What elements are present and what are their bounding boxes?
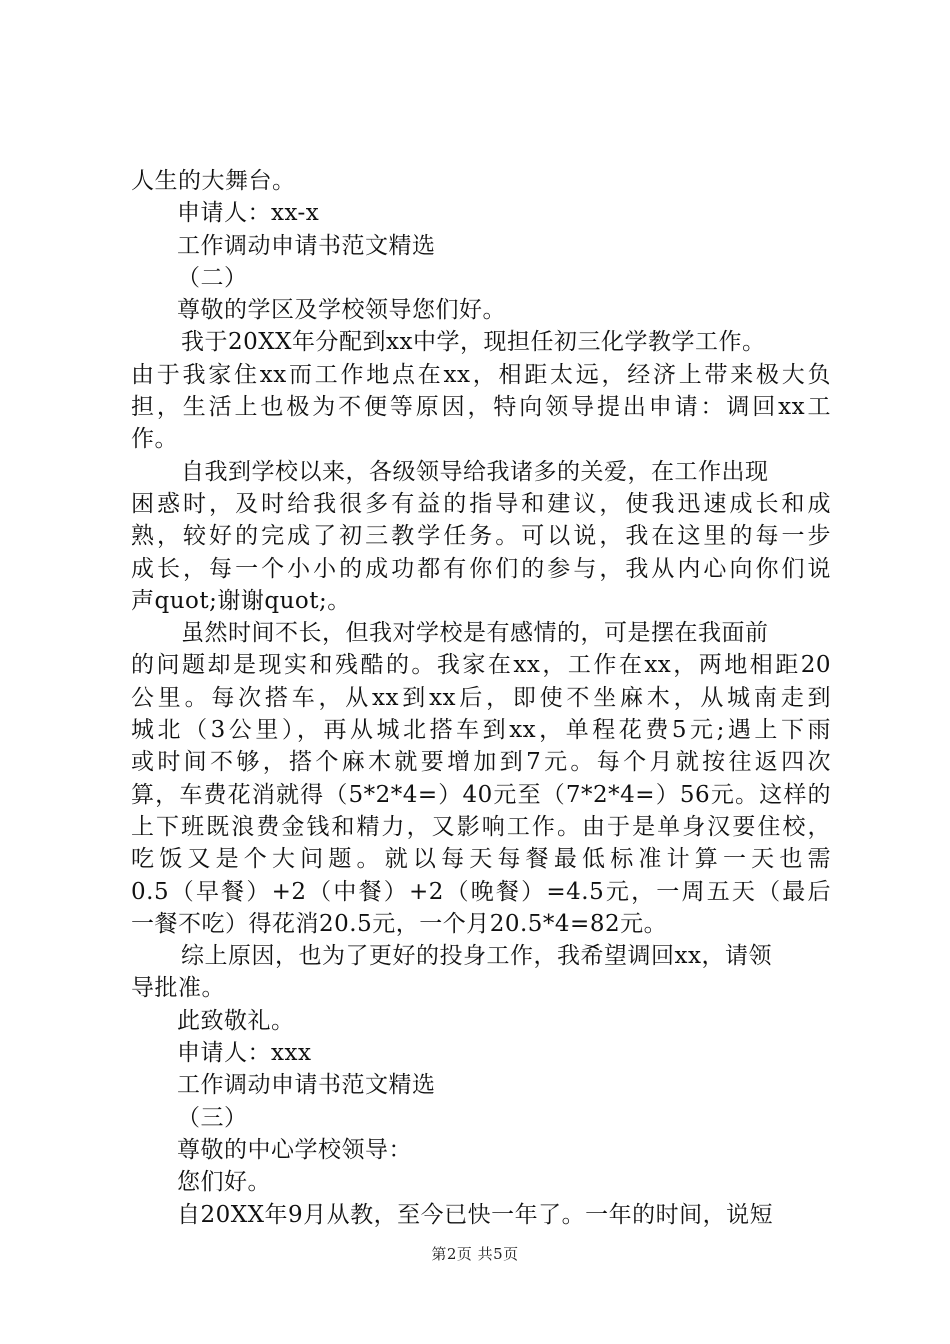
paragraph-line: 我于20XX年分配到xx中学，现担任初三化学教学工作。 [181,329,766,356]
paragraph-line: 算，车费花消就得（5*2*4=）40元至（7*2*4=）56元。这样的 [131,781,831,808]
paragraph-line: 城北（3公里），再从城北搭车到xx，单程花费5元;遇上下雨 [131,717,831,744]
signature-line: 申请人：xx-x [177,200,320,227]
paragraph-line: 的问题却是现实和残酷的。我家在xx，工作在xx，两地相距20 [131,652,831,679]
paragraph-line: 0.5（早餐）+2（中餐）+2（晚餐）=4.5元，一周五天（最后 [131,878,831,905]
salutation: 尊敬的中心学校领导： [177,1136,412,1163]
section-number: （三） [177,1104,248,1131]
section-title: 工作调动申请书范文精选 [177,1072,436,1099]
paragraph-line: 由于我家住xx而工作地点在xx，相距太远，经济上带来极大负 [131,361,831,388]
paragraph-line: 自我到学校以来，各级领导给我诸多的关爱，在工作出现 [181,458,769,485]
paragraph-line: 声quot;谢谢quot;。 [131,587,351,614]
paragraph-line: 虽然时间不长，但我对学校是有感情的，可是摆在我面前 [181,620,769,647]
paragraph-line: 或时间不够，搭个麻木就要增加到7元。每个月就按往返四次 [131,749,831,776]
paragraph-line: 公里。每次搭车，从xx到xx后，即使不坐麻木，从城南走到 [131,684,831,711]
page-number-label: 第2页 共5页 [431,1245,519,1263]
paragraph-line: 担，生活上也极为不便等原因，特向领导提出申请：调回xx工 [131,394,831,421]
paragraph-line: 作。 [131,426,178,453]
paragraph-line: 一餐不吃）得花消20.5元，一个月20.5*4=82元。 [131,910,668,937]
document-body [131,165,831,1231]
greeting-line: 您们好。 [177,1169,271,1196]
text-line: 人生的大舞台。 [131,168,296,194]
paragraph-line: 综上原因，也为了更好的投身工作，我希望调回xx，请领 [181,943,772,970]
paragraph-line: 吃饭又是个大问题。就以每天每餐最低标准计算一天也需 [131,846,831,873]
salutation: 尊敬的学区及学校领导您们好。 [177,297,506,324]
signature-line: 申请人：xxx [177,1040,312,1067]
section-number: （二） [177,264,248,291]
paragraph-line: 自20XX年9月从教，至今已快一年了。一年的时间，说短 [177,1201,774,1228]
section-title: 工作调动申请书范文精选 [177,232,436,259]
page-footer [0,1243,950,1264]
paragraph-line: 成长，每一个小小的成功都有你们的参与，我从内心向你们说 [131,555,831,582]
paragraph-line: 熟，较好的完成了初三教学任务。可以说，我在这里的每一步 [131,523,831,550]
closing-line: 此致敬礼。 [177,1007,295,1034]
paragraph-line: 导批准。 [131,975,225,1002]
paragraph-line: 困惑时，及时给我很多有益的指导和建议，使我迅速成长和成 [131,490,831,517]
paragraph-line: 上下班既浪费金钱和精力，又影响工作。由于是单身汉要住校， [131,813,831,840]
